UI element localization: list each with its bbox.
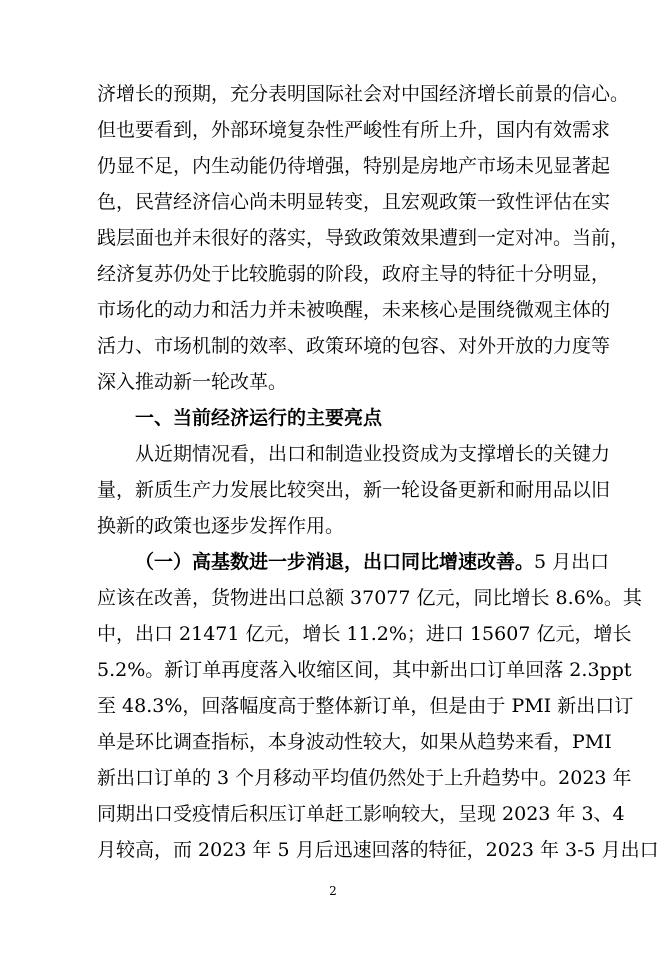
- paragraph-line: 仍显不足，内生动能仍待增强，特别是房地产市场未见显著起: [97, 155, 611, 177]
- paragraph-line: 应该在改善，货物进出口总额 37077 亿元，同比增长 8.6%。其: [97, 587, 642, 609]
- subheading-rest: 5 月出口: [534, 551, 610, 573]
- paragraph-line: 经济复苏仍处于比较脆弱的阶段，政府主导的特征十分明显，: [97, 263, 611, 285]
- page-number: 2: [329, 884, 337, 898]
- paragraph-line: 践层面也并未很好的落实，导致政策效果遭到一定对冲。当前，: [97, 227, 630, 249]
- paragraph-line: 至 48.3%，回落幅度高于整体新订单，但是由于 PMI 新出口订: [97, 695, 634, 717]
- paragraph-line: 市场化的动力和活力并未被唤醒，未来核心是围绕微观主体的: [97, 299, 611, 321]
- paragraph-line: 色，民营经济信心尚未明显转变，且宏观政策一致性评估在实: [97, 191, 611, 213]
- paragraph-line: 量，新质生产力发展比较突出，新一轮设备更新和耐用品以旧: [97, 479, 611, 501]
- paragraph-line: 新出口订单的 3 个月移动平均值仍然处于上升趋势中。2023 年: [97, 767, 632, 789]
- paragraph-line: 同期出口受疫情后积压订单赶工影响较大，呈现 2023 年 3、4: [97, 803, 625, 825]
- paragraph-line: 从近期情况看，出口和制造业投资成为支撑增长的关键力: [135, 443, 611, 465]
- paragraph-line: 但也要看到，外部环境复杂性严峻性有所上升，国内有效需求: [97, 119, 611, 141]
- section-heading: 一、当前经济运行的主要亮点: [135, 407, 383, 429]
- subheading-line: [135, 544, 610, 580]
- paragraph-line: 月较高，而 2023 年 5 月后迅速回落的特征，2023 年 3-5 月出口: [97, 839, 659, 861]
- paragraph-line: 活力、市场机制的效率、政策环境的包容、对外开放的力度等: [97, 335, 611, 357]
- paragraph-line: 单是环比调查指标，本身波动性较大，如果从趋势来看，PMI: [97, 731, 612, 753]
- subheading: （一）高基数进一步消退，出口同比增速改善。: [135, 551, 535, 573]
- paragraph-line: 济增长的预期，充分表明国际社会对中国经济增长前景的信心。: [97, 83, 630, 105]
- paragraph-line: 5.2%。新订单再度落入收缩区间，其中新出口订单回落 2.3ppt: [97, 659, 632, 681]
- paragraph-line: 中，出口 21471 亿元，增长 11.2%；进口 15607 亿元，增长: [97, 623, 632, 645]
- paragraph-line: 换新的政策也逐步发挥作用。: [97, 515, 345, 537]
- paragraph-line: 深入推动新一轮改革。: [97, 371, 288, 393]
